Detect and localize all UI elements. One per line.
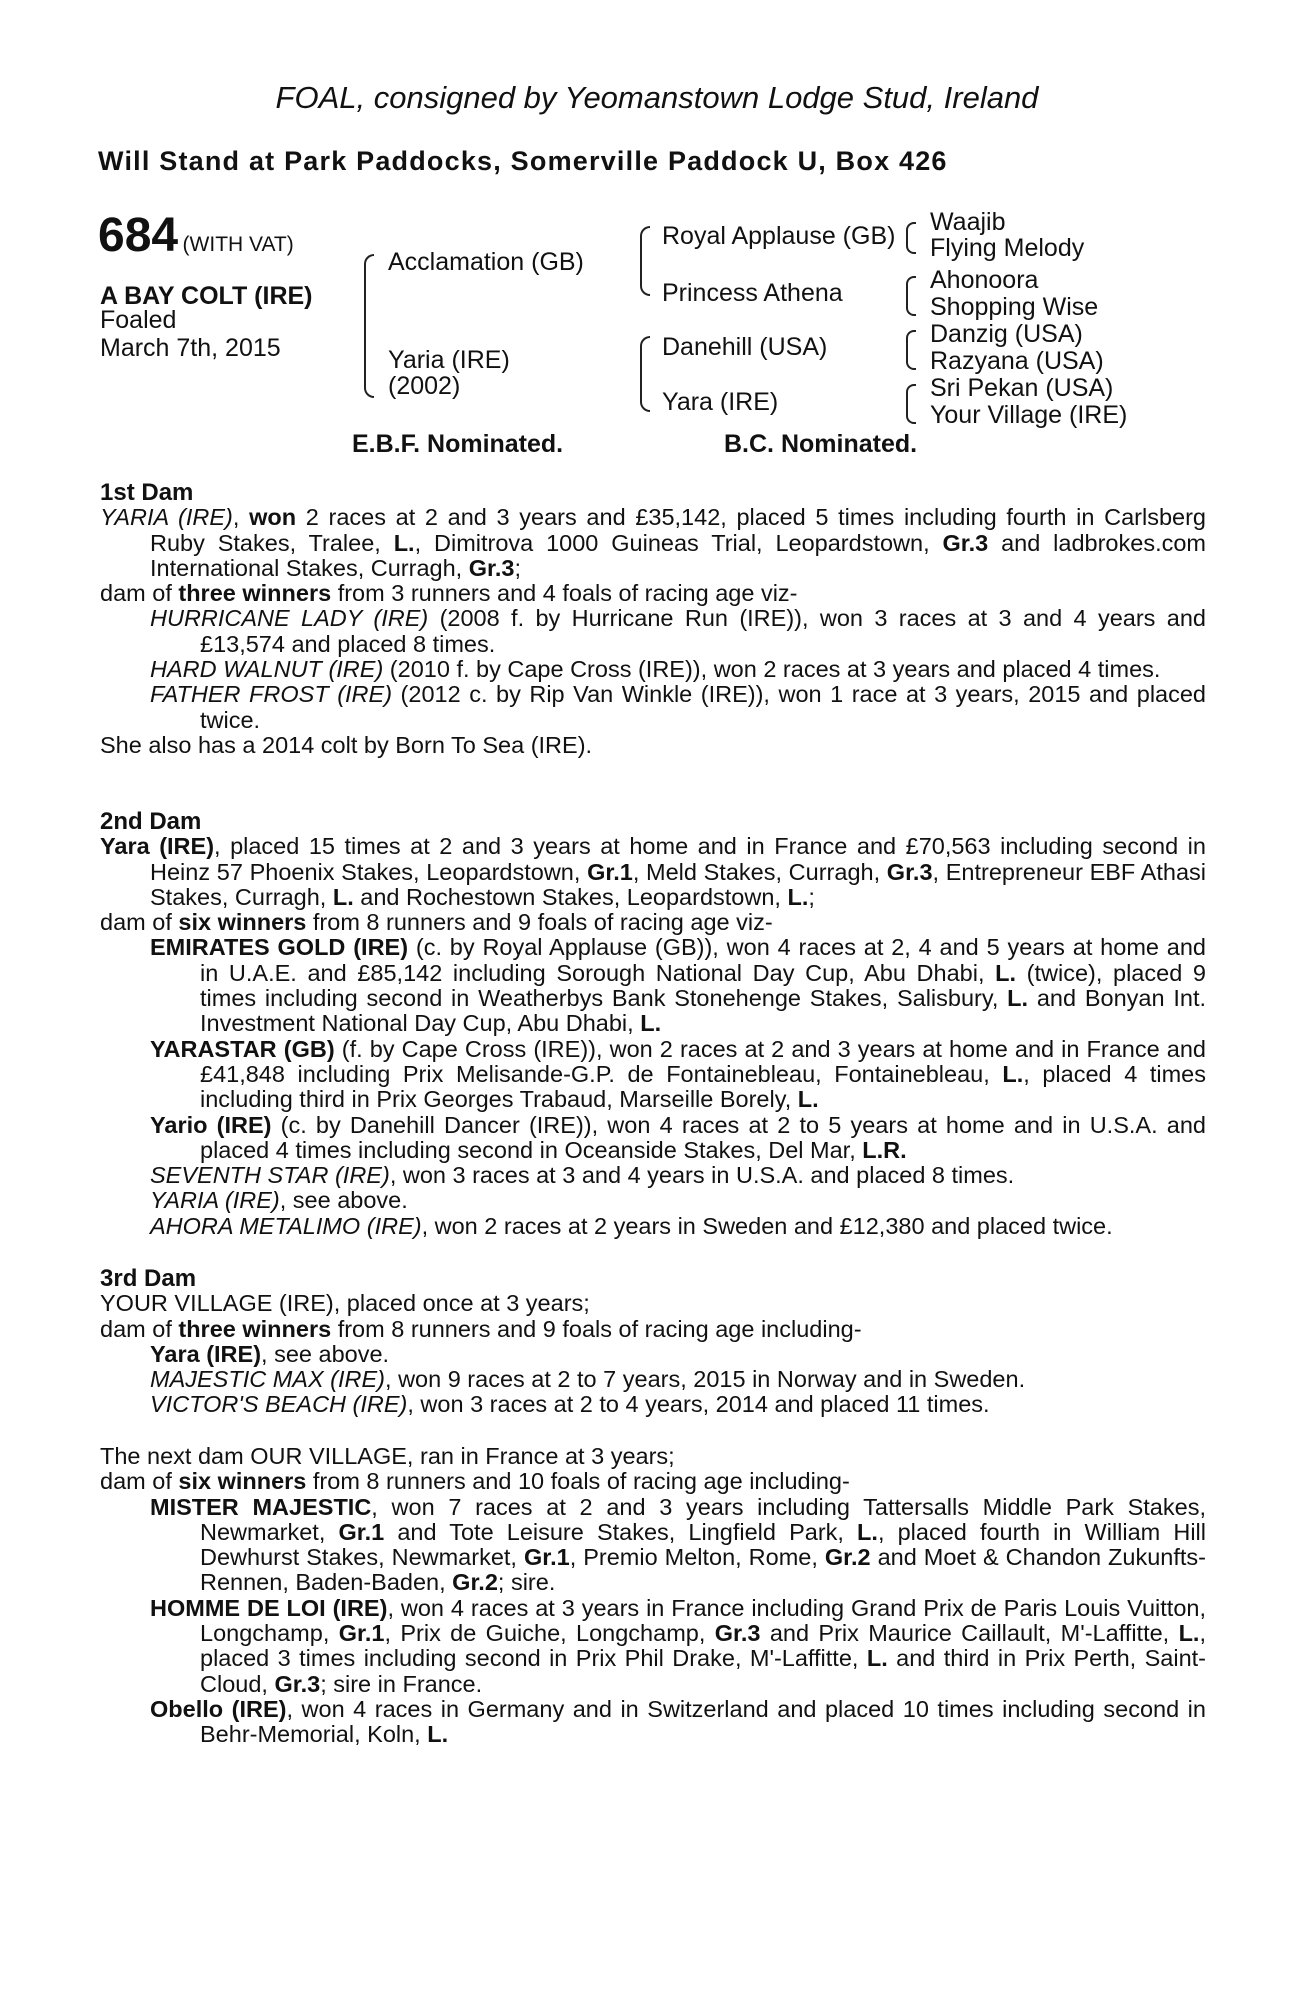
pedigree-sire: Acclamation (GB) <box>388 248 584 276</box>
pedigree-dam-sire: Danehill (USA) <box>662 333 828 361</box>
produce-entry <box>100 1392 1206 1417</box>
text-run: , Prix de Guiche, Longchamp, <box>384 1620 715 1647</box>
text-run: 2 races at 2 and 3 years and £35,142, placed 5 times including fourth in Carlsberg Ruby Stakes, Tralee, <box>150 504 1206 556</box>
pedigree-ssd: Flying Melody <box>930 234 1085 262</box>
first-dam-note: She also has a 2014 colt by Born To Sea (IRE). <box>100 731 593 758</box>
text-run: , see above. <box>279 1187 408 1214</box>
grade: Gr.2 <box>452 1569 498 1596</box>
winners-count: three winners <box>178 580 332 607</box>
first-dam-record <box>100 505 1206 581</box>
grade: L. <box>332 883 354 910</box>
second-dam-produce-summary <box>100 910 1206 935</box>
grade: L. <box>427 1721 449 1748</box>
grade: Gr.3 <box>468 554 515 581</box>
text-run: and Moet & Chandon Zukunfts-Rennen, Baden-Baden, <box>200 1544 1207 1596</box>
foaled-date: March 7th, 2015 <box>100 334 281 362</box>
grade: Gr.2 <box>824 1544 871 1571</box>
produce-entry <box>100 682 1206 733</box>
pedigree-sire-dam: Princess Athena <box>662 279 843 307</box>
text-run: , won 4 races at 3 years in France including Grand Prix de Paris Louis Vuitton, Longchamp, <box>200 1594 1206 1647</box>
produce-entry <box>100 1697 1206 1748</box>
produce-entry <box>100 1037 1206 1113</box>
text-run: dam of <box>100 1315 179 1342</box>
pedigree-sds: Ahonoora <box>930 266 1039 294</box>
horse-name: YARASTAR (GB) <box>150 1035 335 1062</box>
horse-name: Yario (IRE) <box>150 1111 272 1138</box>
pedigree-dam-dam: Yara (IRE) <box>662 388 779 416</box>
first-dam-title: 1st Dam <box>100 479 194 506</box>
grade: L. <box>393 529 415 556</box>
horse-name: Obello (IRE) <box>150 1695 287 1722</box>
text-run: and Bonyan Int. Investment National Day Cup, Abu Dhabi, <box>200 985 1206 1037</box>
third-dam-produce-summary <box>100 1317 1206 1342</box>
grade: L. <box>797 1086 819 1113</box>
text-run: and Prix Maurice Caillault, M'-Laffitte, <box>760 1620 1179 1647</box>
text-run: (2010 f. by Cape Cross (IRE)), won 2 races at 3 years and placed 4 times. <box>383 656 1161 683</box>
horse-name: FATHER FROST (IRE) <box>150 681 393 708</box>
grade: L.R. <box>862 1136 907 1163</box>
first-dam-produce-summary <box>100 581 1206 606</box>
text-run: , won 3 races at 3 and 4 years in U.S.A. and placed 8 times. <box>389 1162 1015 1189</box>
text-run: (f. by Cape Cross (IRE)), won 2 races at 2 and 3 years at home and in France and £41,848 including Prix Melisande-G.P. de Fontainebleau, Fontainebleau, <box>200 1035 1206 1087</box>
grade: L. <box>1002 1060 1024 1087</box>
text-run: , won 9 races at 2 to 7 years, 2015 in Norway and in Sweden. <box>385 1366 1026 1393</box>
winners-count: six winners <box>178 1468 307 1495</box>
produce-entry <box>100 1596 1206 1697</box>
second-dam-title: 2nd Dam <box>100 808 202 835</box>
text-run: and ladbrokes.com International Stakes, Curragh, <box>150 529 1206 581</box>
grade: L. <box>787 883 809 910</box>
horse-name: Yara (IRE) <box>150 1340 262 1367</box>
pedigree-sss: Waajib <box>930 208 1006 236</box>
text-run: from 8 runners and 9 foals of racing age viz- <box>306 909 773 936</box>
text-run: and third in Prix Perth, Saint-Cloud, <box>200 1645 1206 1697</box>
lot-number-block <box>98 208 294 263</box>
pedigree-brace-3a <box>906 222 916 254</box>
horse-name: VICTOR'S BEACH (IRE) <box>150 1391 408 1418</box>
text-run: (c. by Royal Applause (GB)), won 4 races at 2, 4 and 5 years at home and in U.A.E. and £85,142 including Sorough National Day Cup, Abu Dhabi, <box>200 934 1206 986</box>
text-run: , won 2 races at 2 years in Sweden and £12,380 and placed twice. <box>421 1212 1113 1239</box>
third-dam-record: YOUR VILLAGE (IRE), placed once at 3 years; <box>100 1290 590 1317</box>
dam-name: YARIA (IRE) <box>100 504 233 531</box>
grade: L. <box>1178 1620 1200 1647</box>
grade: Gr.3 <box>942 529 989 556</box>
text-run: ; <box>808 883 815 910</box>
lot-description: A BAY COLT (IRE) <box>100 282 313 310</box>
next-dam-record: The next dam OUR VILLAGE, ran in France at 3 years; <box>100 1443 675 1469</box>
produce-entry <box>100 1367 1206 1392</box>
next-dam-section <box>100 1444 1206 1748</box>
pedigree-dds: Sri Pekan (USA) <box>930 374 1114 402</box>
lot-number: 684 <box>98 209 179 262</box>
grade: Gr.3 <box>886 858 933 885</box>
text-run: dam of <box>100 580 179 607</box>
text-run: , won 3 races at 2 to 4 years, 2014 and placed 11 times. <box>407 1391 990 1418</box>
winners-count: six winners <box>178 909 307 936</box>
produce-entry <box>100 1113 1206 1164</box>
produce-entry <box>100 1188 1206 1213</box>
pedigree-sdd: Shopping Wise <box>930 293 1099 321</box>
horse-name: SEVENTH STAR (IRE) <box>150 1162 390 1189</box>
text-run: ; sire in France. <box>320 1670 483 1697</box>
horse-name: YARIA (IRE) <box>150 1187 280 1214</box>
grade: Gr.1 <box>587 858 633 885</box>
produce-entry <box>100 1495 1206 1596</box>
text-run: , placed 15 times at 2 and 3 years at home and in France and £70,563 including second in Heinz 57 Phoenix Stakes, Leopardstown, <box>150 833 1206 885</box>
text-run: , <box>232 504 250 531</box>
grade: L. <box>857 1518 878 1545</box>
grade: L. <box>866 1645 888 1672</box>
pedigree-dsd: Razyana (USA) <box>930 347 1104 375</box>
text-run: dam of <box>100 909 179 936</box>
text-run: , placed 3 times including second in Prix Phil Drake, M'-Laffitte, <box>200 1620 1206 1672</box>
pedigree-dam: Yaria (IRE) <box>388 346 510 374</box>
text-run: from 8 runners and 10 foals of racing age including- <box>306 1468 850 1495</box>
horse-name: MISTER MAJESTIC <box>150 1493 372 1520</box>
text-run: ; sire. <box>497 1569 556 1596</box>
produce-entry <box>100 1342 1206 1367</box>
pedigree-dam-year: (2002) <box>388 372 461 400</box>
produce-entry <box>100 935 1206 1036</box>
text-run: , Entrepreneur EBF Athasi Stakes, Curragh, <box>150 858 1206 910</box>
horse-name: HOMME DE LOI (IRE) <box>150 1594 388 1621</box>
horse-name: MAJESTIC MAX (IRE) <box>150 1366 386 1393</box>
vat-label: (WITH VAT) <box>182 233 294 256</box>
horse-name: EMIRATES GOLD (IRE) <box>150 934 409 961</box>
pedigree-ddd: Your Village (IRE) <box>930 401 1128 429</box>
pedigree-dss: Danzig (USA) <box>930 320 1083 348</box>
dam-name: Yara (IRE) <box>100 833 215 860</box>
produce-entry <box>100 1163 1206 1188</box>
text-run: , placed fourth in William Hill Dewhurst Stakes, Newmarket, <box>200 1518 1207 1571</box>
produce-entry <box>100 606 1206 657</box>
grade: Gr.1 <box>338 1620 385 1647</box>
bc-nominated: B.C. Nominated. <box>724 430 918 458</box>
first-dam-section <box>100 480 1206 758</box>
grade: L. <box>640 1010 662 1037</box>
grade: Gr.1 <box>338 1518 385 1545</box>
pedigree-brace-2b <box>640 336 650 412</box>
pedigree-brace-3d <box>906 384 916 424</box>
grade: Gr.3 <box>714 1620 761 1647</box>
text-run: , won 4 races in Germany and in Switzerland and placed 10 times including second in Behr-Memorial, Koln, <box>200 1695 1206 1748</box>
text-run: (2012 c. by Rip Van Winkle (IRE)), won 1 race at 3 years, 2015 and placed twice. <box>200 681 1207 733</box>
consignor-line: FOAL, consigned by Yeomanstown Lodge Stud, Ireland <box>275 80 1039 115</box>
text-run: won <box>249 504 297 531</box>
pedigree-sire-sire: Royal Applause (GB) <box>662 222 896 250</box>
text-run: dam of <box>100 1468 179 1495</box>
grade: L. <box>995 959 1017 986</box>
text-run: and Tote Leisure Stakes, Lingfield Park, <box>384 1518 858 1545</box>
winners-count: three winners <box>178 1315 332 1342</box>
pedigree-brace-2a <box>640 226 650 296</box>
horse-name: AHORA METALIMO (IRE) <box>150 1212 422 1239</box>
second-dam-record <box>100 834 1206 910</box>
produce-entry <box>100 1214 1206 1239</box>
third-dam-title: 3rd Dam <box>100 1265 197 1292</box>
text-run: ; <box>514 554 521 581</box>
horse-name: HURRICANE LADY (IRE) <box>150 605 429 632</box>
pedigree-brace-3b <box>906 276 916 316</box>
text-run: , see above. <box>261 1340 390 1367</box>
text-run: (c. by Danehill Dancer (IRE)), won 4 races at 2 to 5 years at home and in U.S.A. and placed 4 times including second in Oceanside Stakes, Del Mar, <box>200 1111 1206 1163</box>
text-run: from 3 runners and 4 foals of racing age viz- <box>331 580 798 607</box>
ebf-nominated: E.B.F. Nominated. <box>352 430 564 458</box>
text-run: , won 7 races at 2 and 3 years including Tattersalls Middle Park Stakes, Newmarket, <box>200 1493 1206 1545</box>
grade: L. <box>1007 985 1029 1012</box>
third-dam-section <box>100 1266 1206 1418</box>
pedigree-brace-3c <box>906 330 916 370</box>
text-run: from 8 runners and 9 foals of racing age including- <box>331 1315 862 1342</box>
pedigree-brace-1 <box>364 254 374 398</box>
second-dam-section <box>100 809 1206 1239</box>
grade: Gr.3 <box>274 1670 321 1697</box>
text-run: , placed 4 times including third in Prix Georges Trabaud, Marseille Borely, <box>200 1060 1206 1113</box>
text-run: , Premio Melton, Rome, <box>569 1544 825 1571</box>
foaled-label: Foaled <box>100 306 177 334</box>
produce-entry <box>100 657 1206 682</box>
text-run: , Dimitrova 1000 Guineas Trial, Leopardstown, <box>414 529 943 556</box>
horse-name: HARD WALNUT (IRE) <box>150 656 384 683</box>
text-run: (2008 f. by Hurricane Run (IRE)), won 3 races at 3 and 4 years and £13,574 and placed 8 times. <box>200 605 1206 657</box>
text-run: and Rochestown Stakes, Leopardstown, <box>353 883 788 910</box>
text-run: , Meld Stakes, Curragh, <box>632 858 887 885</box>
text-run: (twice), placed 9 times including second in Weatherbys Bank Stonehenge Stakes, Salisbury, <box>200 959 1206 1012</box>
next-dam-produce-summary <box>100 1469 1206 1494</box>
stabling-location: Will Stand at Park Paddocks, Somerville Paddock U, Box 426 <box>98 146 948 176</box>
grade: Gr.1 <box>523 1544 570 1571</box>
